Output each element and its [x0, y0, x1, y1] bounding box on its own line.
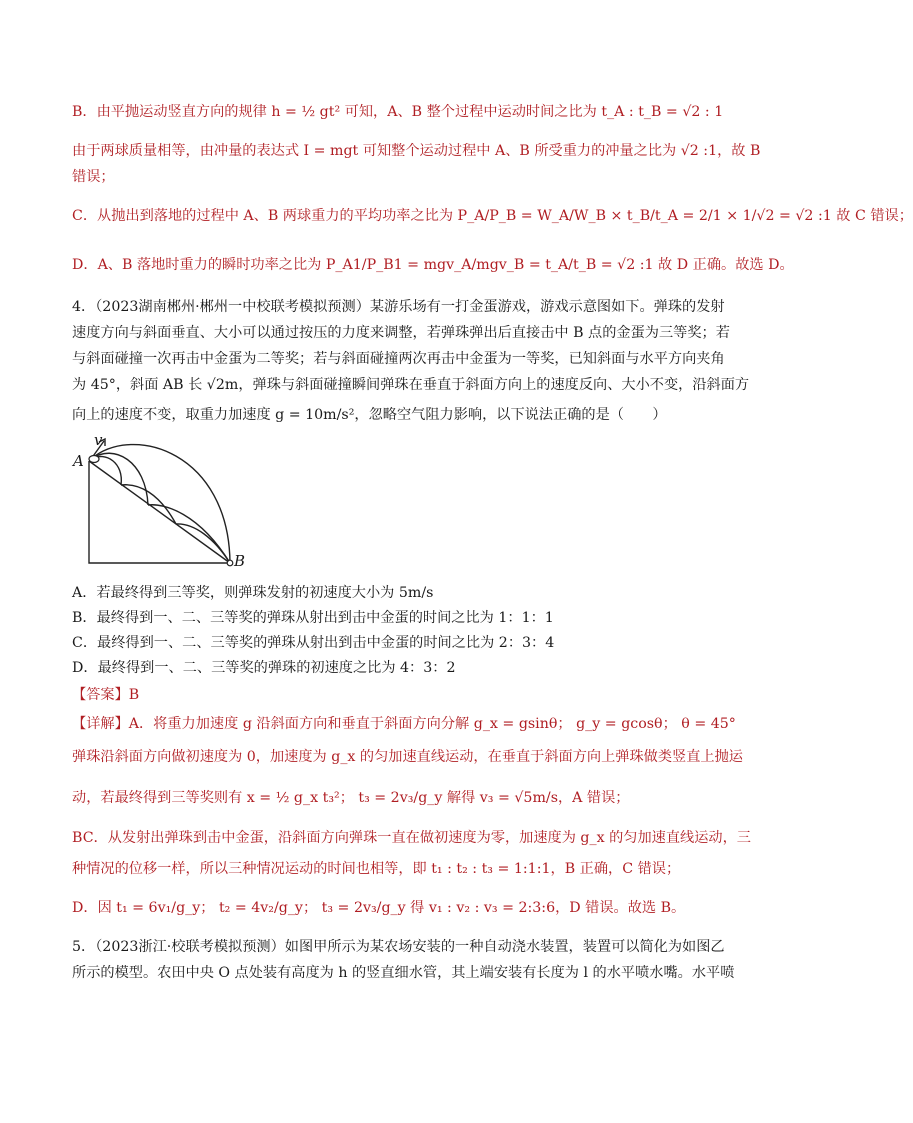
- explanation-line-5: 种情况的位移一样，所以三种情况运动的时间也相等，即 t₁ : t₂ : t₃ = 1:1:1，B 正确，C 错误；: [72, 861, 681, 877]
- question-5-line-2: 所示的模型。农田中央 O 点处装有高度为 h 的竖直细水管，其上端安装有长度为 l 的水平喷水嘴。水平喷: [72, 965, 735, 981]
- egg-start: [89, 456, 99, 463]
- option-b-wrong: 错误；: [72, 169, 115, 185]
- answer: 【答案】B: [72, 687, 140, 703]
- option-d-power: D．A、B 落地时重力的瞬时功率之比为 P_A1/P_B1 = mgv_A/mgv_B = t_A/t_B = √2 :1 故 D 正确。故选 D。: [72, 257, 794, 273]
- trajectory-third-prize: [91, 445, 230, 563]
- label-v: v: [94, 431, 103, 449]
- option-c-power: C．从抛出到落地的过程中 A、B 两球重力的平均功率之比为 P_A/P_B = W_A/W_B × t_B/t_A = 2/1 × 1/√2 = √2 :1 故 C 错误；: [72, 208, 913, 224]
- question-4-line-4: 为 45°，斜面 AB 长 √2m，弹珠与斜面碰撞瞬间弹珠在垂直于斜面方向上的速度反向、大小不变，沿斜面方: [72, 377, 750, 393]
- explanation-line-3: 动，若最终得到三等奖则有 x = ½ g_x t₃²； t₃ = 2v₃/g_y 解得 v₃ = √5m/s，A 错误；: [72, 790, 630, 806]
- explanation-line-4: BC．从发射出弹珠到击中金蛋，沿斜面方向弹珠一直在做初速度为零，加速度为 g_x 的匀加速直线运动，三: [72, 830, 751, 846]
- question-5-line-1: 5．（2023浙江·校联考模拟预测）如图甲所示为某农场安装的一种自动浇水装置，装置可以简化为如图乙: [72, 939, 725, 955]
- option-d: D．最终得到一、二、三等奖的弹珠的初速度之比为 4：3：2: [72, 660, 456, 676]
- label-a: A: [73, 452, 84, 470]
- option-b: B．最终得到一、二、三等奖的弹珠从射出到击中金蛋的时间之比为 1：1：1: [72, 610, 554, 626]
- question-4-line-3: 与斜面碰撞一次再击中金蛋为二等奖；若与斜面碰撞两次再击中金蛋为一等奖，已知斜面与水平方向夹角: [72, 351, 725, 367]
- incline-ab: [89, 461, 230, 563]
- option-a: A．若最终得到三等奖，则弹珠发射的初速度大小为 5m/s: [72, 585, 434, 601]
- option-c: C．最终得到一、二、三等奖的弹珠从射出到击中金蛋的时间之比为 2：3：4: [72, 635, 555, 651]
- option-b-rule: B．由平抛运动竖直方向的规律 h = ½ gt² 可知，A、B 整个过程中运动时间之比为 t_A : t_B = √2 : 1: [72, 104, 724, 120]
- option-b-impulse: 由于两球质量相等，由冲量的表达式 I = mgt 可知整个运动过程中 A、B 所受重力的冲量之比为 √2 :1，故 B: [72, 143, 761, 159]
- egg-b: [227, 560, 233, 566]
- label-b: B: [234, 552, 246, 570]
- question-4-line-1: 4．（2023湖南郴州·郴州一中校联考模拟预测）某游乐场有一打金蛋游戏，游戏示意图如下。弹珠的发射: [72, 299, 725, 315]
- explanation-line-2: 弹珠沿斜面方向做初速度为 0，加速度为 g_x 的匀加速直线运动，在垂直于斜面方向上弹珠做类竖直上抛运: [72, 749, 743, 765]
- question-4-line-2: 速度方向与斜面垂直、大小可以通过按压的力度来调整，若弹珠弹出后直接击中 B 点的金蛋为三等奖；若: [72, 325, 730, 341]
- explanation-line-6: D．因 t₁ = 6v₁/g_y； t₂ = 4v₂/g_y； t₃ = 2v₃/g_y 得 v₁ : v₂ : v₃ = 2:3:6，D 错误。故选 B。: [72, 900, 686, 916]
- explanation-line-1: 【详解】A．将重力加速度 g 沿斜面方向和垂直于斜面方向分解 g_x = gsinθ； g_y = gcosθ； θ = 45°: [72, 716, 736, 732]
- incline-diagram: [64, 433, 264, 573]
- question-4-line-5: 向上的速度不变，取重力加速度 g = 10m/s²，忽略空气阻力影响，以下说法正确的是（ ）: [72, 407, 667, 423]
